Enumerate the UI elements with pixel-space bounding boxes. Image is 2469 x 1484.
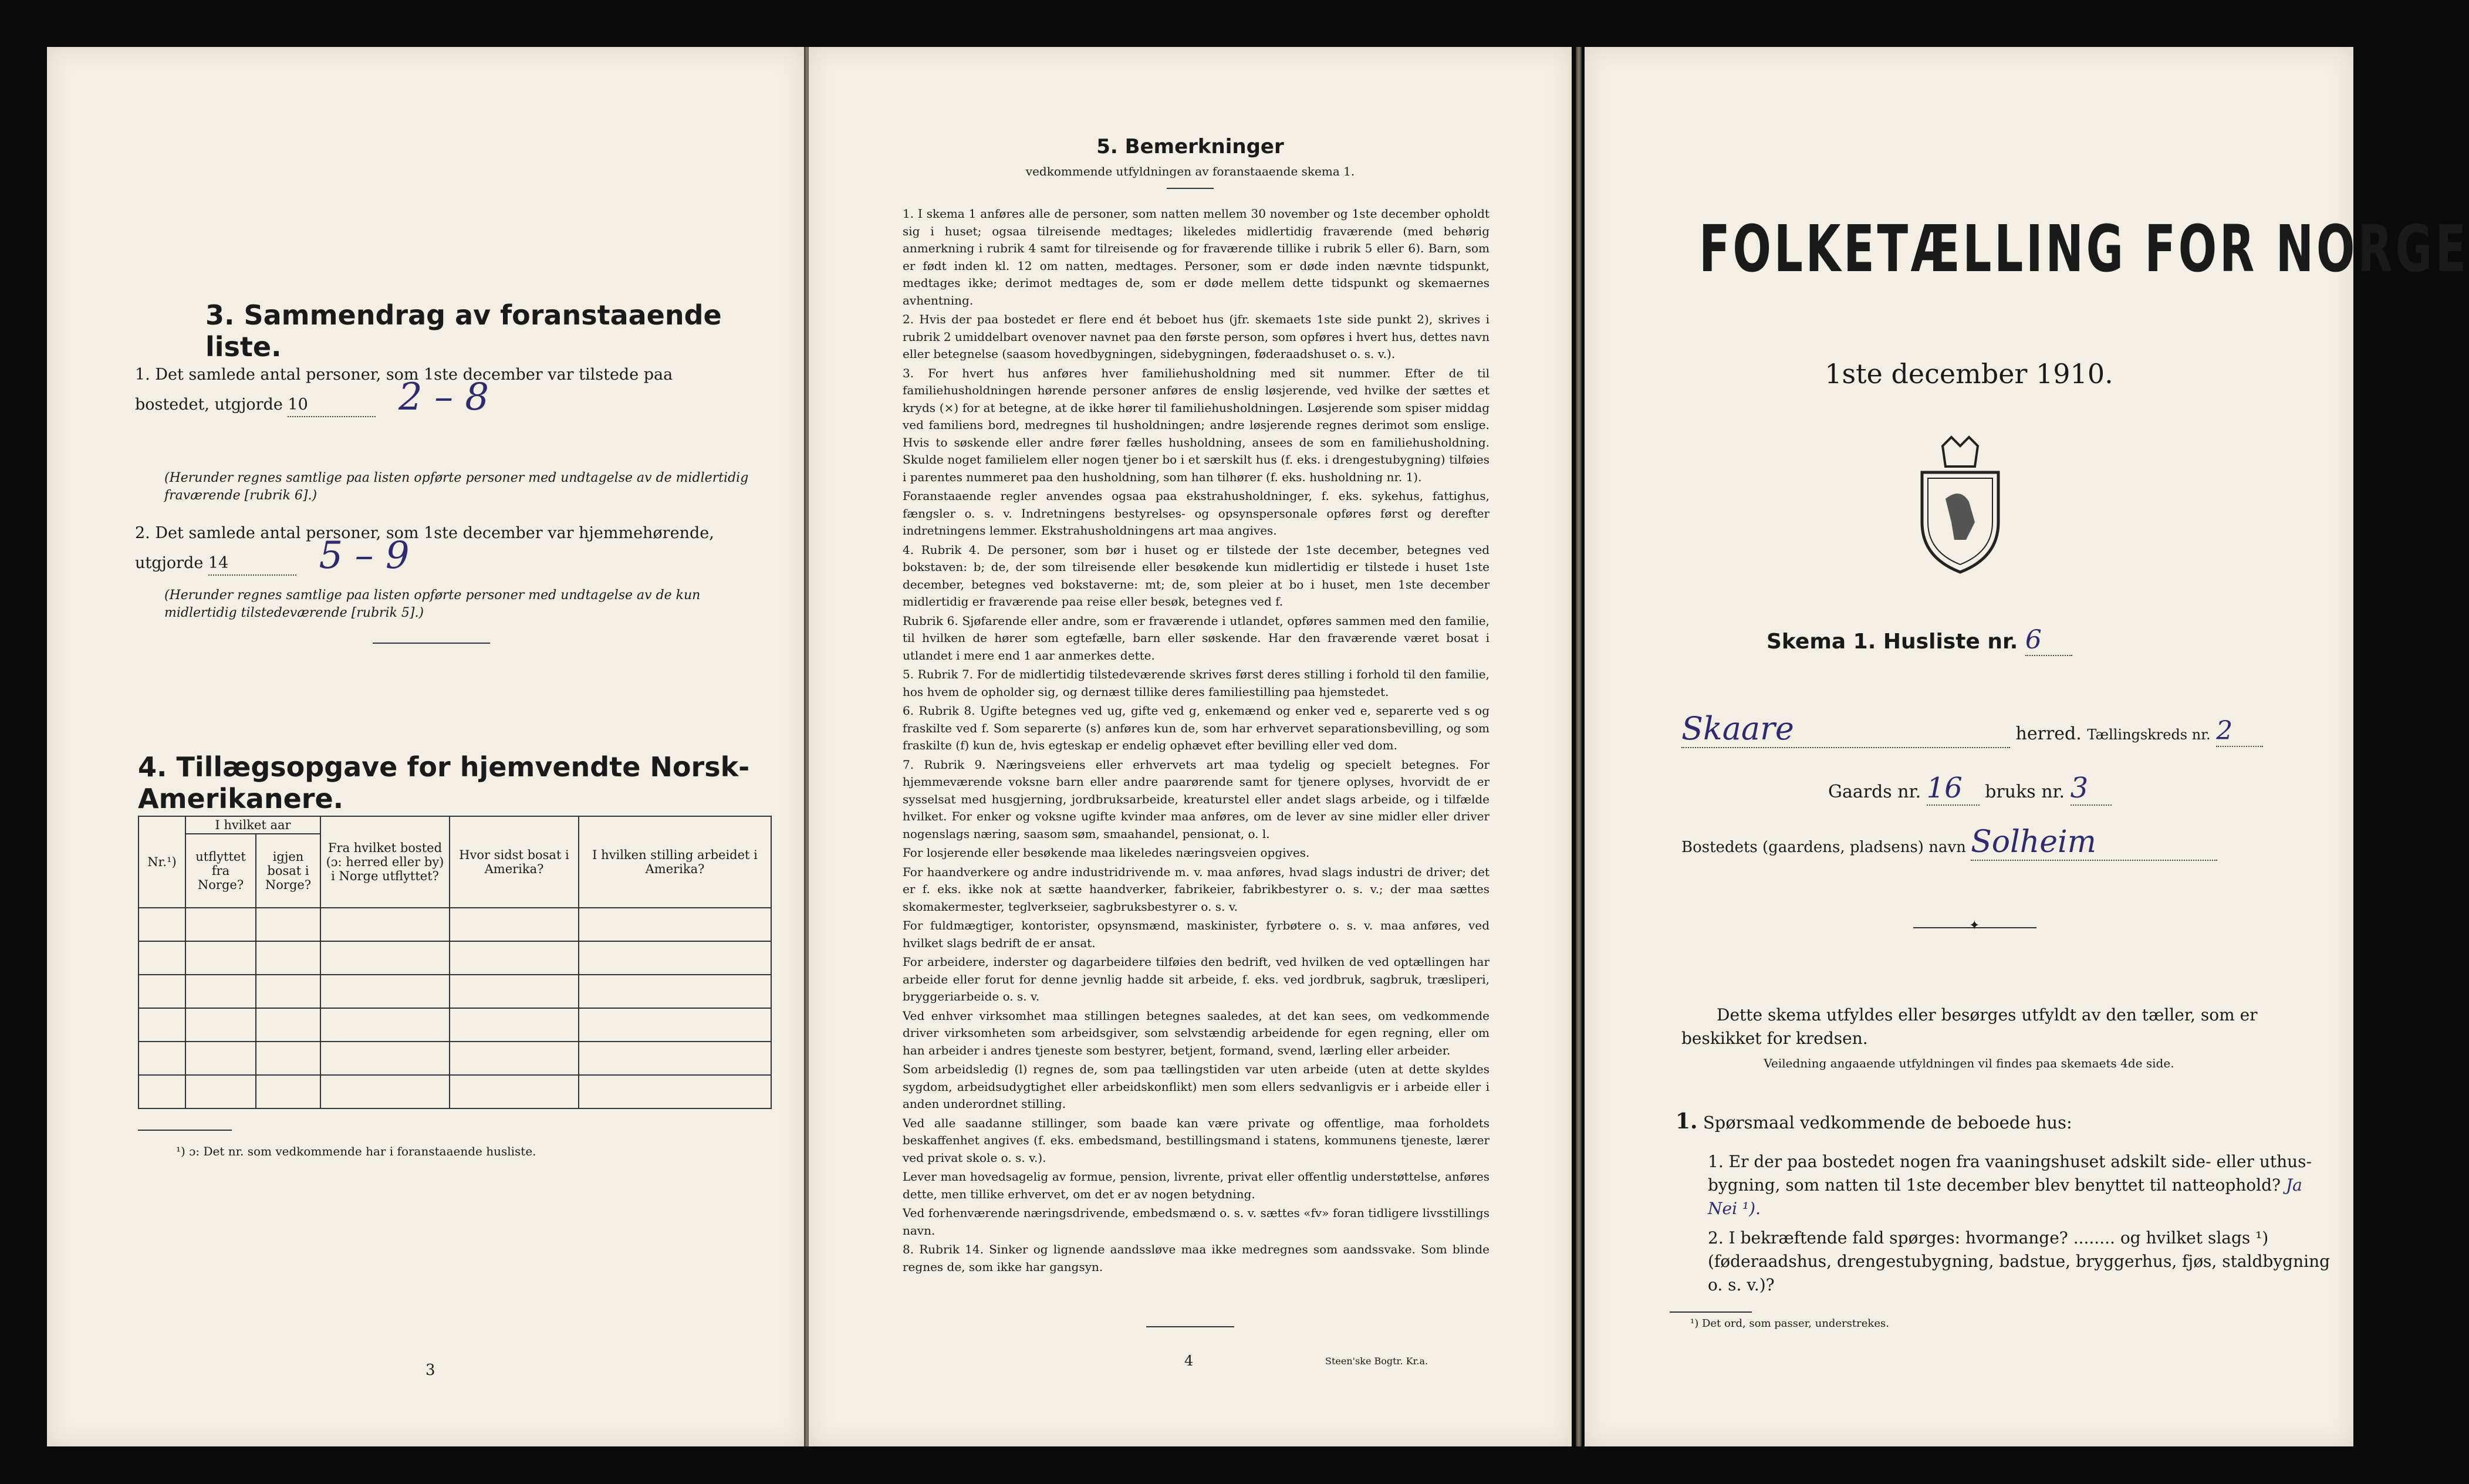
summary-item-1-note: (Herunder regnes samtlige paa listen opførte personer med undtagelse av de midlertidig fraværende [rubrik 6].) bbox=[164, 471, 749, 503]
remark-paragraph: Ved forhenværende næringsdrivende, embedsmænd o. s. v. sættes «fv» foran tidligere livsstillings navn. bbox=[903, 1206, 1489, 1238]
summary-item-1 bbox=[135, 364, 751, 417]
remark-paragraph: 3. For hvert hus anføres hver familiehusholdning med sit nummer. Efter de til familiehusholdningen hørende personer anføres de enslig løsjerende, ved hvilke der sættes et kryds (×) for at betegne, at de ikke hører til familiehusholdningen. Løsjerende som spiser middag ved familiens bord, medregnes til husholdningen; andre løsjerende regnes derimot som enslige. Hvis to søskende eller andre fører fælles husholdning, ansees de som en familiehusholdning. Skulde noget familielem eller nogen tjener bo i et særskilt hus (f. eks. i drengestubygning) tilføies i parentes nummeret paa den husholdning, som han tilhører (f. eks. husholdning nr. 1). bbox=[903, 366, 1489, 484]
page-fold bbox=[1576, 47, 1582, 1446]
instruction-text: Dette skema utfyldes eller besørges utfyldt av den tæller, som er beskikket for kredsen. bbox=[1681, 1005, 2258, 1048]
main-title: FOLKETÆLLING FOR NORGE bbox=[1699, 211, 2469, 286]
divider bbox=[373, 643, 490, 644]
summary-item-1-value: 10 bbox=[288, 395, 308, 414]
bosted-handwritten: Solheim bbox=[1971, 824, 2217, 861]
page-number: 4 bbox=[1184, 1353, 1194, 1369]
question-heading bbox=[1676, 1109, 2072, 1134]
remark-paragraph: Ved enhver virksomhet maa stillingen betegnes saaledes, at det kan sees, om vedkommende driver virksomheten som arbeidsgiver, som selvstændig arbeidende for egen regning, eller om han arbeider i andres tjeneste som bestyrer, betjent, formand, svend, lærling eller arbeider. bbox=[903, 1008, 1489, 1057]
remark-paragraph: 2. Hvis der paa bostedet er flere end ét beboet hus (jfr. skemaets 1ste side punkt 2), skrives i rubrik 2 umiddelbart ovenover navnet paa den første person, som opføres i hvert hus, dettes navn eller betegnelse (saasom hovedbygningen, sidebygningen, føderaadshuset o. s. v.). bbox=[903, 312, 1489, 361]
remark-paragraph: For fuldmægtiger, kontorister, opsynsmænd, maskinister, fyrbøtere o. s. v. maa anføres, ved hvilket slags bedrift de er ansat. bbox=[903, 918, 1489, 950]
schema-label: Skema 1. Husliste nr. bbox=[1767, 630, 2018, 654]
remark-paragraph: 8. Rubrik 14. Sinker og lignende aandssløve maa ikke medregnes som aandssvake. Som blinde regnes de, som ikke har gangsyn. bbox=[903, 1242, 1489, 1274]
question-2-number: 2. bbox=[1708, 1228, 1724, 1248]
question-1-number: 1. bbox=[1708, 1152, 1724, 1171]
remark-paragraph: 6. Rubrik 8. Ugifte betegnes ved ug, gifte ved g, enkemænd og enker ved e, separerte ved s og fraskilte ved f. Som separerte (s) anføres kun de, som har erhvervet separationsbevilling, og som fraskilte (f) kun de, hvis egteskap er endelig ophævet efter bevilling eller ved dom. bbox=[903, 704, 1489, 752]
herred-handwritten: Skaare bbox=[1681, 710, 2010, 748]
norsk-amerikanere-table bbox=[138, 816, 772, 1109]
remark-paragraph: Lever man hovedsagelig av formue, pension, livrente, privat eller offentlig understøttelse, anføres dette, men tillike erhvervet, om det er av nogen betydning. bbox=[903, 1169, 1489, 1201]
remark-paragraph: Ved alle saadanne stillinger, som baade kan være private og offentlige, maa forholdets beskaffenhet angives (f. eks. embedsmand, bestillingsmand i statens, kommunens tjeneste, lærer ved privat skole o. s. v.). bbox=[903, 1115, 1489, 1165]
table-row bbox=[139, 1075, 771, 1108]
summary-item-2-text: 2. Det samlede antal personer, som 1ste december var hjemmehørende, utgjorde bbox=[135, 524, 714, 572]
question-2 bbox=[1708, 1226, 2336, 1297]
schema-line bbox=[1767, 625, 2072, 656]
title-rule bbox=[1167, 188, 1214, 189]
col-fra: Fra hvilket bosted (ɔ: herred eller by) i Norge utflyttet? bbox=[320, 816, 450, 908]
herred-line bbox=[1681, 710, 2333, 748]
bosted-line bbox=[1681, 824, 2217, 861]
coat-of-arms bbox=[1910, 434, 2010, 577]
question-1-text: Er der paa bostedet nogen fra vaaningshuset adskilt side- eller uthus-bygning, som natten til 1ste december blev benyttet til natteophold? bbox=[1708, 1152, 2312, 1195]
summary-item-2-note: (Herunder regnes samtlige paa listen opførte personer med undtagelse av de kun midlertidig tilstedeværende [rubrik 5].) bbox=[164, 588, 701, 620]
section-4-title: 4. Tillægsopgave for hjemvendte Norsk-Amerikanere. bbox=[138, 751, 750, 814]
remark-paragraph: 7. Rubrik 9. Næringsveiens eller erhvervets art maa tydelig og specielt betegnes. For hjemmeværende voksne barn eller andre paarørende samt for tjenere oplyses, hvorvidt de er sysselsat med husgjerning, jordbruksarbeide, kreaturstel eller andet slags arbeide, og i tilfælde hvilket. For enker og voksne ugifte kvinder maa anføres, om de lever av sine midler eller driver nogenslags næring, saasom søm, smaahandel, pensionat, o. l. bbox=[903, 757, 1489, 841]
page-3 bbox=[47, 47, 804, 1446]
remark-paragraph: 4. Rubrik 4. De personer, som bør i huset og er tilstede der 1ste december, betegnes ved bokstaven: b; de, der som tilreisende eller besøkende kun midlertidig er tilstede i huset 1ste december, betegnes ved bokstaverne: mt; de, som pleier at bo i huset, men 1ste december midlertidig er fraværende paa reise eller besøk, betegnes ved f. bbox=[903, 542, 1489, 609]
end-rule bbox=[1146, 1326, 1234, 1327]
col-stilling: I hvilken stilling arbeidet i Amerika? bbox=[579, 816, 771, 908]
remarks-subtitle: vedkommende utfyldningen av foranstaaende skema 1. bbox=[1025, 164, 1355, 178]
table-row bbox=[139, 941, 771, 975]
question-number: 1. bbox=[1676, 1109, 1698, 1134]
remark-paragraph: 1. I skema 1 anføres alle de personer, som natten mellem 30 november og 1ste december opholdt sig i huset; ogsaa tilreisende medtages; likeledes midlertidig fraværende (med behørig anmerkning i rubrik 4 samt for tilreisende og for fraværende tillike i rubrik 5 eller 6). Barn, som er født inden kl. 12 om natten, medtages. Personer, som er døde inden nævnte tidspunkt, medtages ikke; derimot medtages de, som er døde mellem dette tidspunkt og skemaernes avhentning. bbox=[903, 207, 1489, 307]
question-2-text: I bekræftende fald spørges: hvormange? ........ og hvilket slags ¹) (føderaadshus, drengestubygning, badstue, bryggerhus, fjøs, staldbygning o. s. v.)? bbox=[1708, 1228, 2330, 1294]
col-nr: Nr.¹) bbox=[139, 816, 185, 908]
page-footnote: ¹) Det ord, som passer, understrekes. bbox=[1690, 1317, 1889, 1330]
herred-label: herred. bbox=[2015, 724, 2082, 744]
page-4 bbox=[809, 47, 1572, 1446]
remark-paragraph: For arbeidere, inderster og dagarbeidere tilføies den bedrift, ved hvilken de ved optællingen har arbeide eller forut for denne jevnlig hadde sit arbeide, f. eks. ved jordbruk, sagbruk, træsliperi, bryggeriarbeide o. s. v. bbox=[903, 955, 1489, 1003]
veiledning-text: Veiledning angaaende utfyldningen vil findes paa skemaets 4de side. bbox=[1764, 1056, 2174, 1070]
remarks-body bbox=[903, 205, 1489, 1277]
printer-imprint: Steen'ske Bogtr. Kr.a. bbox=[1325, 1355, 1428, 1367]
summary-item-2-handwritten: 5 – 9 bbox=[319, 534, 410, 577]
census-date: 1ste december 1910. bbox=[1825, 358, 2113, 390]
bruks-handwritten: 3 bbox=[2071, 772, 2112, 806]
col-utflyttet: utflyttet fra Norge? bbox=[185, 834, 256, 908]
table-row bbox=[139, 908, 771, 941]
table-row bbox=[139, 975, 771, 1008]
bruks-label: bruks nr. bbox=[1985, 782, 2065, 802]
table-row bbox=[139, 1042, 771, 1075]
remark-paragraph: Foranstaaende regler anvendes ogsaa paa ekstrahusholdninger, f. eks. sykehus, fattighus, fængsler o. s. v. Indretningens bestyrelses- og opsynspersonale opføres først og derefter indretningens lemmer. Ekstrahusholdningens art maa angives. bbox=[903, 489, 1489, 538]
footnote-rule bbox=[1670, 1311, 1752, 1313]
question-1-answer: Ja Nei ¹). bbox=[1708, 1175, 2302, 1218]
section-3-title: 3. Sammendrag av foranstaaende liste. bbox=[205, 299, 722, 363]
summary-item-1-text: 1. Det samlede antal personer, som 1ste december var tilstede paa bostedet, utgjorde bbox=[135, 366, 673, 414]
remark-paragraph: 5. Rubrik 7. For de midlertidig tilstedeværende skrives først deres stilling i forhold til den familie, hos hvem de opholder sig, og dernæst tillike deres familiestilling paa hjemstedet. bbox=[903, 667, 1489, 699]
husliste-nr-handwritten: 6 bbox=[2025, 625, 2072, 656]
remark-paragraph: Rubrik 6. Sjøfarende eller andre, som er fraværende i utlandet, opføres sammen med den familie, til hvilken de hører som egtefælle, barn eller søskende. Har den fraværende været bosat i utlandet i mere end 1 aar anmerkes dette. bbox=[903, 613, 1489, 662]
norway-lion-icon bbox=[1910, 434, 2010, 575]
gaards-line bbox=[1828, 772, 2112, 806]
table-footnote: ¹) ɔ: Det nr. som vedkommende har i foranstaaende husliste. bbox=[176, 1144, 536, 1158]
question-1 bbox=[1708, 1150, 2336, 1221]
remarks-title: 5. Bemerkninger bbox=[1096, 135, 1284, 158]
summary-item-2 bbox=[135, 522, 751, 576]
gaards-handwritten: 16 bbox=[1927, 772, 1980, 806]
col-group-aar: I hvilket aar bbox=[185, 816, 320, 834]
question-heading-text: Spørsmaal vedkommende de beboede hus: bbox=[1703, 1113, 2072, 1133]
page-1 bbox=[1585, 47, 2469, 1446]
col-igjen: igjen bosat i Norge? bbox=[256, 834, 320, 908]
kreds-label: Tællingskreds nr. bbox=[2087, 726, 2211, 743]
bosted-label: Bostedets (gaardens, pladsens) navn bbox=[1681, 839, 1966, 856]
kreds-handwritten: 2 bbox=[2216, 716, 2263, 747]
remark-paragraph: Som arbeidsledig (l) regnes de, som paa tællingstiden var uten arbeide (uten at dette skyldes sygdom, arbeidsudygtighet eller arbeidskonflikt) men som ellers sedvanligvis er i arbeide eller i anden underordnet stilling. bbox=[903, 1062, 1489, 1111]
summary-item-2-value: 14 bbox=[208, 554, 229, 572]
col-hvor: Hvor sidst bosat i Amerika? bbox=[450, 816, 579, 908]
footnote-rule bbox=[138, 1130, 232, 1131]
gaards-label: Gaards nr. bbox=[1828, 782, 1921, 802]
remark-paragraph: For haandverkere og andre industridrivende m. v. maa anføres, hvad slags industri de driver; det er f. eks. ikke nok at sætte haandverker, fabrikeier, fabrikbestyrer o. s. v.; der maa sættes skomakermester, teglverkseier, sagbruksbestyrer o. s. v. bbox=[903, 864, 1489, 914]
page-number: 3 bbox=[425, 1361, 435, 1379]
ornament-icon: ✦ bbox=[1969, 918, 1980, 933]
summary-item-1-handwritten: 2 – 8 bbox=[398, 376, 489, 419]
remark-paragraph: For losjerende eller besøkende maa likeledes næringsveien opgives. bbox=[903, 846, 1310, 860]
table-row bbox=[139, 1008, 771, 1042]
